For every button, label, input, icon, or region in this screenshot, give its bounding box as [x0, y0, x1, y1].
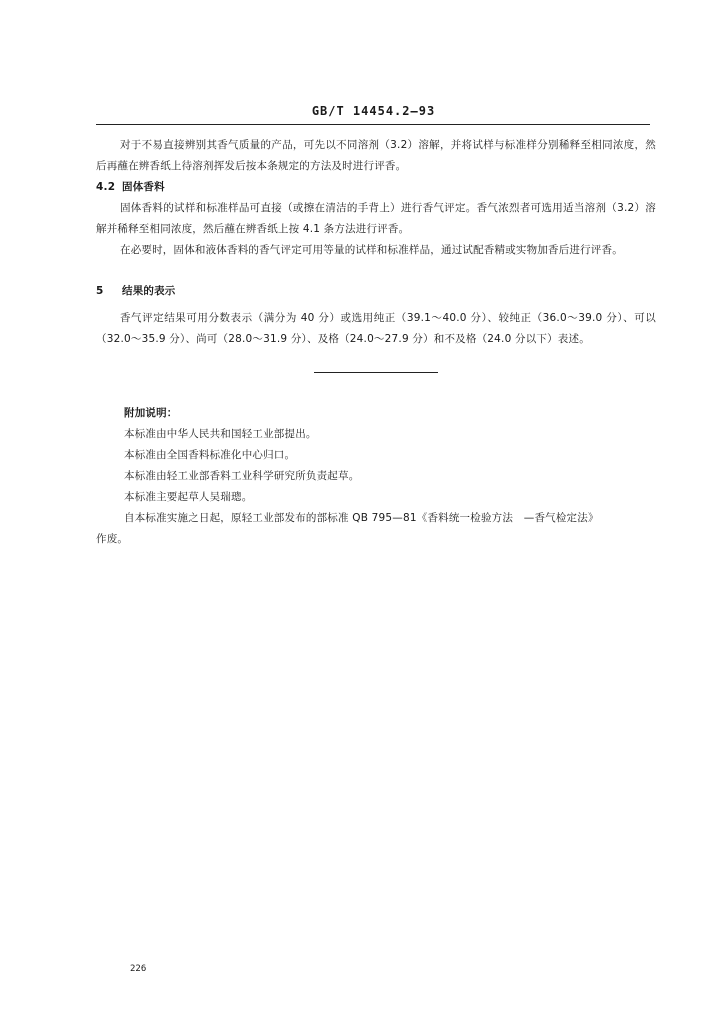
appendix-notes	[96, 403, 662, 550]
paragraph-liquid-evaluation: 对于不易直接辨别其香气质量的产品，可先以不同溶剂（3.2）溶解，并将试样与标准样分别稀释至相同浓度，然后再蘸在辨香纸上待溶剂挥发后按本条规定的方法及时进行评香。	[96, 139, 656, 172]
header-rule	[96, 124, 650, 125]
section-5-number: 5	[96, 285, 104, 297]
subsection-4-2-title: 固体香料	[122, 181, 165, 193]
paragraph-necessary-evaluation: 在必要时，固体和液体香料的香气评定可用等量的试样和标准样品，通过试配香精或实物加香后进行评香。	[120, 244, 623, 256]
appendix-line: 本标准主要起草人吴瑞璁。	[124, 491, 253, 503]
subsection-4-2-heading	[96, 177, 656, 198]
section-5-title: 结果的表示	[122, 285, 176, 297]
section-5-body	[96, 281, 656, 350]
appendix-title: 附加说明：	[124, 407, 178, 419]
section-5-heading	[96, 281, 656, 302]
appendix-line: 本标准由轻工业部香料工业科学研究所负责起草。	[124, 470, 360, 482]
appendix-supersede-line: 自本标准实施之日起，原轻工业部发布的部标准 QB 795—81《香料统一检验方法 —香气检定法》	[124, 512, 599, 524]
paragraph-solid-evaluation: 固体香料的试样和标准样品可直接（或擦在清洁的手背上）进行香气评定。香气浓烈者可选用适当溶剂（3.2）溶解并稀释至相同浓度，然后蘸在辨香纸上按 4.1 条方法进行评香。	[96, 202, 656, 235]
subsection-4-2-number: 4.2	[96, 181, 116, 193]
appendix-line: 本标准由全国香料标准化中心归口。	[124, 449, 296, 461]
standard-number-header: GB/T 14454.2—93	[311, 104, 436, 118]
end-of-text-rule	[314, 372, 438, 373]
paragraph-result-expression: 香气评定结果可用分数表示（满分为 40 分）或选用纯正（39.1～40.0 分）、较纯正（36.0～39.0 分）、可以（32.0～35.9 分）、尚可（28.0～31.9 分）、及格（24.0～27.9 分）和不及格（24.0 分以下）表述。	[96, 312, 656, 345]
appendix-line: 本标准由中华人民共和国轻工业部提出。	[124, 428, 317, 440]
page-number: 226	[130, 964, 147, 974]
appendix-supersede-end: 作废。	[96, 533, 129, 545]
section-4-body	[96, 135, 656, 261]
